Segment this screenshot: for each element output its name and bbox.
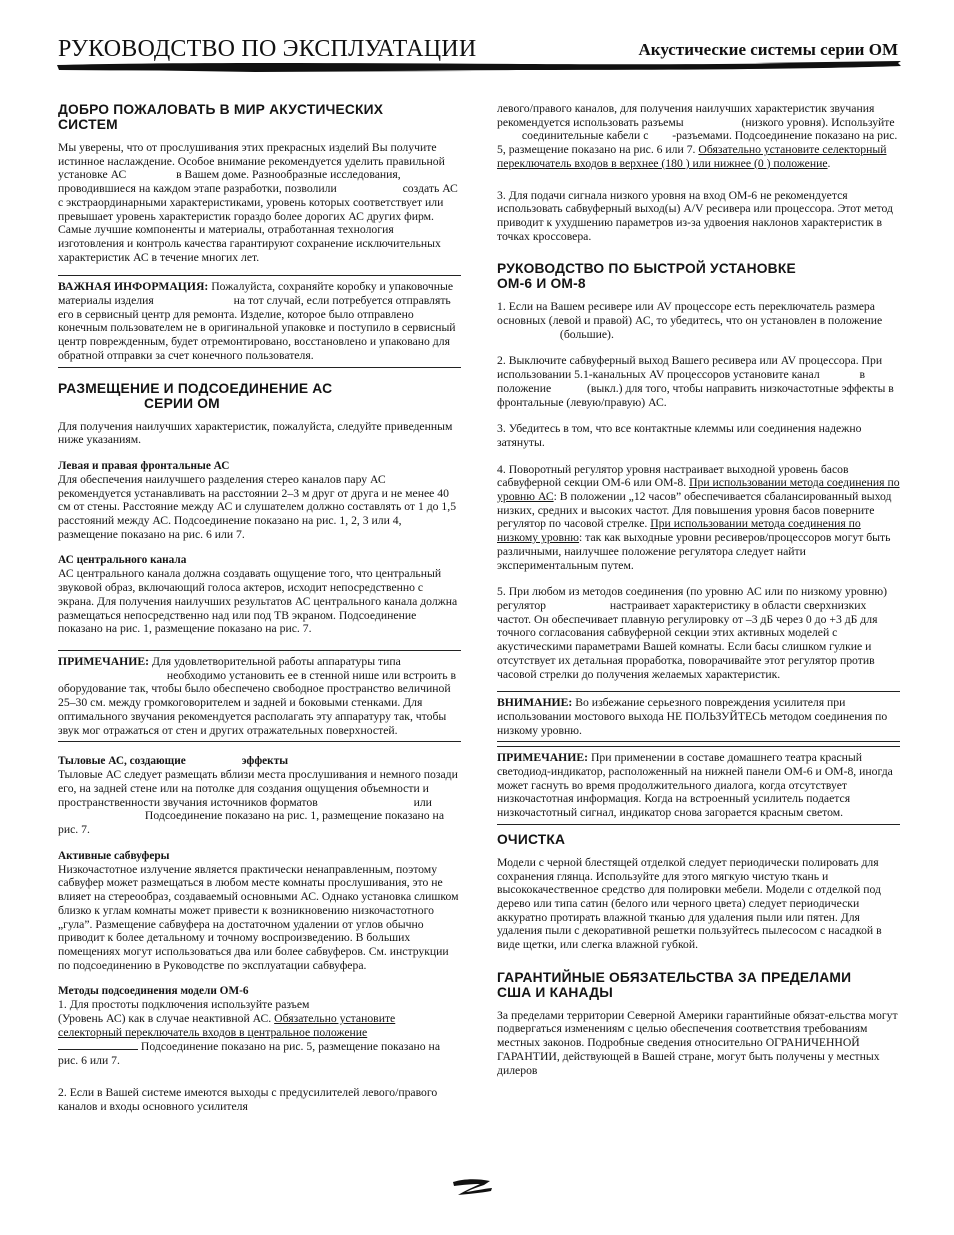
quick-step-4: 4. Поворотный регулятор уровня настраивает выходной уровень басов сабвуферной секции ОМ-6 или ОМ-8. При использовании метода соединения по уровню АС: В положении „12 часов” обеспечивается сбалансированный выход низких, средних и высоких частот. Для повышения уровня басов поверните регулятор по часовой стрелке. При использовании метода соединения по низкому уровню: так как выходные уровни ресиверов/процессоров могут быть различными, наилучшее положение регулятора следует найти экспериментальным путем.	[497, 462, 900, 572]
quick-setup-heading: РУКОВОДСТВО ПО БЫСТРОЙ УСТАНОВКЕ ОМ-6 И ОМ-8	[497, 261, 796, 292]
front-speakers-heading: Левая и правая фронтальные АС	[58, 459, 230, 472]
cleaning-text: Модели с черной блестящей отделкой следует периодически полировать для сохранения глянца. Используйте для этого мягкую чистую ткань и высококачественное средство для полировки мебели. Модели с отделкой под дерево или типа сатин (белого или черного цвета) следует периодически аккуратно протирать влажной тканью для удаления пыли или пятен. Для удаления пыли с декоративной решетки пользуйтесь пылесосом с насадкой в виде щетки, или слегка влажной губкой.	[497, 855, 882, 952]
subwoofer-text: Низкочастотное излучение является практически ненаправленным, поэтому сабвуфер может размещаться в любом месте комнаты прослушивания, это не влияет на стереообраз, создаваемый основными АС. Однако установка слишком близко к углам комнаты может привести к возникновению низкочастотного „гула”. Размещение сабвуфера на достаточном удалении от углов обычно приводит к более детальному и точному воспроизведению. В больших помещениях могут использоваться два или более сабвуферов. См. инструкции по подсоединению в Руководстве по эксплуатации сабвуфера.	[58, 862, 459, 972]
header-brush-stroke	[55, 60, 903, 74]
page-number-mark-icon	[450, 1176, 496, 1196]
rear-speakers-text: Тыловые АС следует размещать вблизи места прослушивания и немного позади его, на задней стене или на потолке для создания ощущения объемности и пространственности звучания источников форматов или Подсоединение показано на рис. 1, размещение показано на рис. 7.	[58, 768, 458, 837]
quick-step-1: 1. Если на Вашем ресивере или AV процессоре есть переключатель размера основных (левой и правой) АС, то убедитесь, что он установлен в положение (большие).	[497, 300, 883, 341]
welcome-heading: ДОБРО ПОЖАЛОВАТЬ В МИР АКУСТИЧЕСКИХ СИСТЕМ	[58, 102, 384, 132]
right-column	[497, 102, 900, 1077]
placement-heading: РАЗМЕЩЕНИЕ И ПОДСОЕДИНЕНИЕ АС СЕРИИ ОМ	[58, 380, 333, 411]
manual-title: РУКОВОДСТВО ПО ЭКСПЛУАТАЦИИ	[58, 36, 477, 62]
connection-method-1: 1. Для простоты подключения используйте разъем (Уровень АС) как в случае неактивной АС. Обязательно установите селекторный переключатель входов в центральное положение Подсоединение показано на рис. 5, размещение показано на рис. 6 или 7.	[58, 998, 441, 1068]
warning-note: ВНИМАНИЕ: Во избежание серьезного повреждения усилителя при использовании мостового выхода НЕ ПОЛЬЗУЙТЕСЬ методом соединения по низкому уровню.	[497, 691, 900, 742]
front-speakers-text: Для обеспечения наилучшего разделения стерео каналов пару АС рекомендуется устанавливать на расстоянии 2–3 м друг от друга и не менее 40 см от стены. Расстояние между АС и слушателем должно составлять от 1 до 1,5 расстояний между АС. Подсоединение показано на рис. 1, 2, 3 или 4, размещение показано на рис. 6 или 7.	[58, 472, 457, 541]
warranty-text: За пределами территории Северной Америки гарантийные обязат-ельства могут подвергаться изменениям с целью обеспечения соответствия требованиям местных законов. Подробные сведения относительно ОГРАНИЧЕННОЙ ГАРАНТИИ, действующей в Вашей стране, могут быть получены у местных дилеров	[497, 1008, 898, 1077]
center-speaker-heading: АС центрального канала	[58, 554, 187, 567]
quick-step-3: 3. Убедитесь в том, что все контактные клеммы или соединения надежно затянуты.	[497, 422, 862, 449]
connection-methods-heading: Методы подсоединения модели ОМ-6	[58, 985, 249, 998]
placement-intro: Для получения наилучших характеристик, пожалуйста, следуйте приведенным ниже указаниям.	[58, 419, 453, 447]
note-installation: ПРИМЕЧАНИЕ: Для удовлетворительной работы аппаратуры типа необходимо установить ее в стенной нише или встроить в оборудование так, чтобы было обеспечено свободное пространство величиной 25–30 см. между громкоговорителем и задней и боковыми стенками. Для оптимального звучания рекомендуется располагать эту аппаратуру так, чтобы звук мог отражаться от стен и других отражательных поверхностей.	[58, 650, 461, 742]
welcome-text: Мы уверены, что от прослушивания этих прекрасных изделий Вы получите истинное наслаждение. Особое внимание рекомендуется уделить правильной установке АС в Вашем доме. Разнообразные исследования, проводившиеся на каждом этапе разработки, позволили создать АС с экстраординарными характеристиками, уровень которых соответствует или превышает уровень характеристик гораздо более дорогих АС других фирм. Самые лучшие компоненты и материалы, отработанная технология изготовления и контроль качества гарантируют сохранение исключительных характеристик АС в течение многих лет.	[58, 141, 458, 264]
rear-speakers-heading: Тыловые АС, создающие эффекты	[58, 755, 289, 768]
note-led: ПРИМЕЧАНИЕ: При применении в составе домашнего театра красный светодиод-индикатор, расположенный на нижней панели ОМ-6 и ОМ-8, иногда может гаснуть во время продолжительного диалога, когда отсутствует низкочастотная информация. Когда на встроенный усилитель подается низкочастотный сигнал, индикатор снова загорается красным светом.	[497, 746, 900, 825]
quick-step-5: 5. При любом из методов соединения (по уровню АС или по низкому уровню) регулятор настраивает характеристику в области сверхнизких частот. Он обеспечивает плавную регулировку от –3 дБ через 0 до +3 дБ для точного согласования сабвуферной секции этих активных моделей с акустическими параметрами Вашей комнаты. Если басы слишком гулкие и отсутствует их детальная проработка, поворачивайте этот регулятор против часовой стрелки до получения желаемых характеристик.	[497, 585, 887, 681]
subwoofer-heading: Активные сабвуферы	[58, 849, 170, 862]
warranty-heading: ГАРАНТИЙНЫЕ ОБЯЗАТЕЛЬСТВА ЗА ПРЕДЕЛАМИ США И КАНАДЫ	[497, 969, 852, 1000]
quick-step-2: 2. Выключите сабвуферный выход Вашего ресивера или AV процессора. При использовании 5.1-канальных AV процессоров установите канал в положение (выкл.) для того, чтобы направить низкочастотные эффекты в фронтальные (левую/правую) АС.	[497, 354, 894, 409]
cleaning-heading: ОЧИСТКА	[497, 831, 566, 847]
left-column	[58, 102, 461, 1113]
connection-method-3: 3. Для подачи сигнала низкого уровня на вход ОМ-6 не рекомендуется использовать сабвуферный выход(ы) A/V ресивера или процессора. Этот метод приводит к ухудшению параметров из-за удвоения наклонов характеристик в точках кроссовера.	[497, 188, 893, 243]
connection-method-2-continued: левого/правого каналов, для получения наилучших характеристик звучания рекомендуется использовать разъемы (низкого уровня). Используйте соединительные кабели с -разъемами. Подсоединение показано на рис. 5, размещение показано на рис. 6 или 7. Обязательно установите селекторный переключатель входов в верхнее (180 ) или нижнее (0 ) положение.	[497, 102, 898, 170]
series-title: Акустические системы серии OM	[638, 40, 898, 59]
important-note: ВАЖНАЯ ИНФОРМАЦИЯ: Пожалуйста, сохраняйте коробку и упаковочные материалы изделия на тот случай, если потребуется отправлять его в сервисный центр для ремонта. Изделие, которое было отправлено конечным пользователем не в оригинальной упаковке и поступило в сервисный центр поврежденным, будет отремонтировано, восстановлено и упаковано для обратной отправки за счет конечного пользователя.	[58, 275, 461, 367]
connection-method-2: 2. Если в Вашей системе имеются выходы с предусилителей левого/правого каналов и входы основного усилителя	[58, 1085, 438, 1113]
center-speaker-text: АС центрального канала должна создавать ощущение того, что центральный звуковой образ, включающий голоса актеров, исходит непосредственно с экрана. Для получения наилучших результатов АС центрального канала должна размещаться непосредственно над или под ТВ экраном. Подсоединение показано на рис. 1, размещение показано на рис. 7.	[58, 567, 458, 636]
